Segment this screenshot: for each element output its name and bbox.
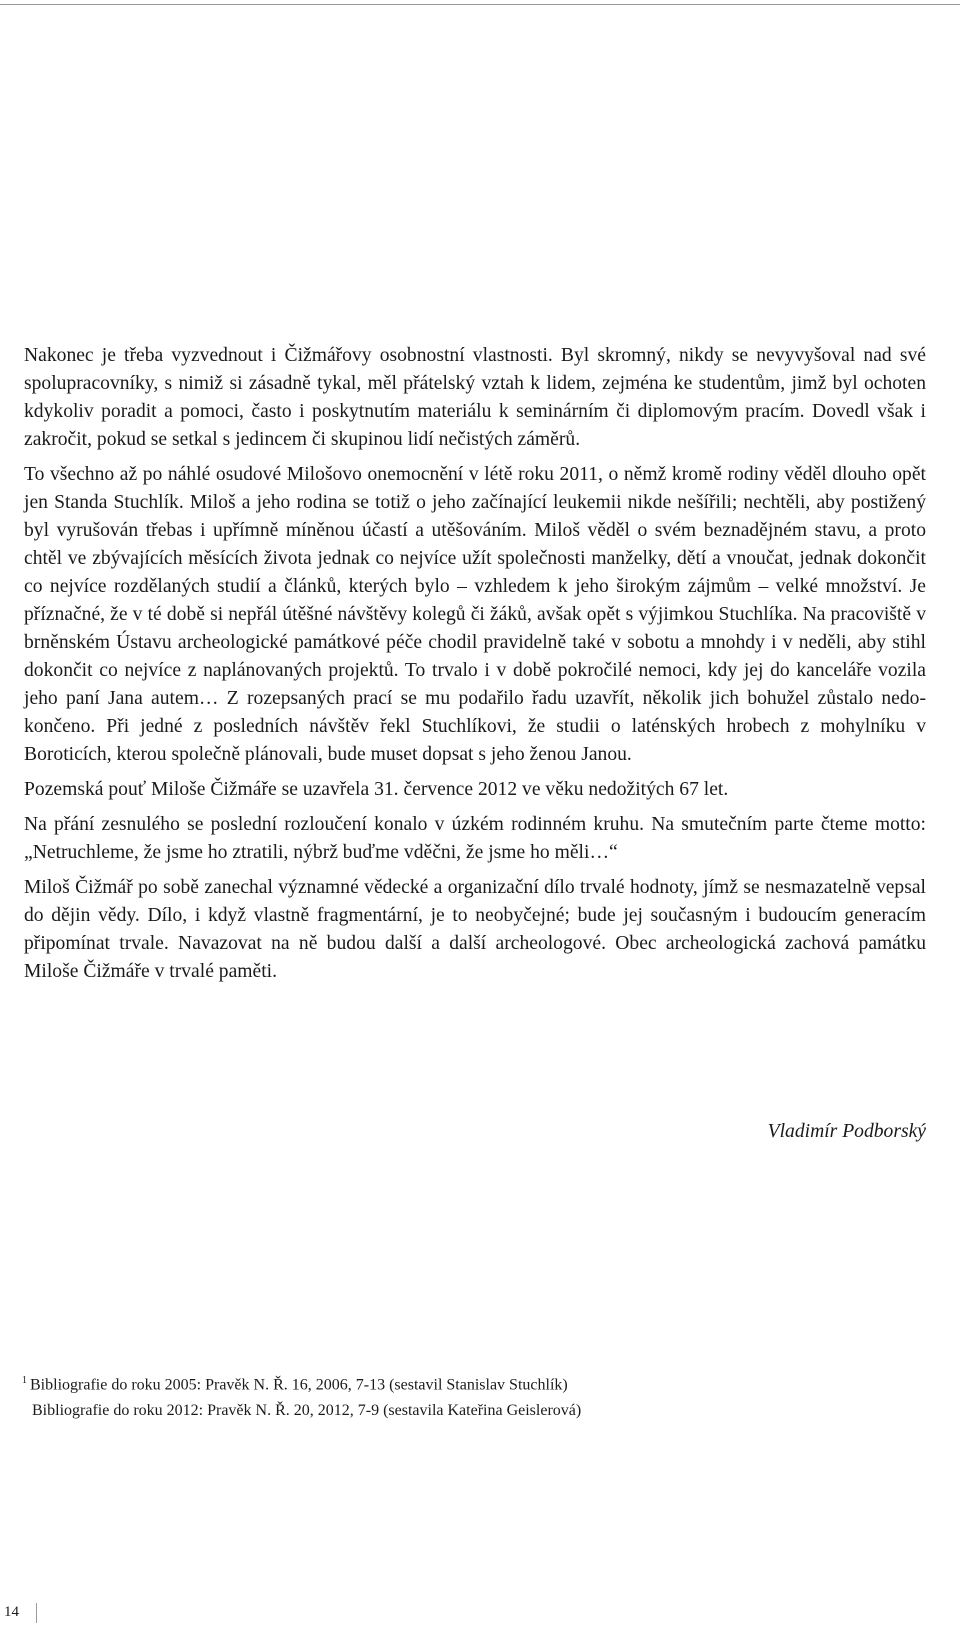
footnote-line	[22, 1368, 922, 1398]
footnote-text: Bibliografie do roku 2005: Pravěk N. Ř. 16, 2006, 7-13 (sestavil Stanislav Stuchlík)	[30, 1376, 568, 1394]
author-signature: Vladimír Podborský	[767, 1121, 926, 1142]
top-rule	[0, 0, 960, 5]
paragraph-death: Pozemská pouť Miloše Čižmáře se uzavřela 31. července 2012 ve věku nedožitých 67 let.	[24, 779, 729, 800]
paragraph-funeral: Na přání zesnulého se poslední rozloučení konalo v úzkém rodinném kruhu. Na smutečním parte čteme motto: „Netruchleme, že jsme ho ztratili, nýbrž buďme vděčni, že jsme ho měli…“	[24, 814, 926, 863]
footnote-line	[22, 1398, 922, 1424]
footnote-text: Bibliografie do roku 2012: Pravěk N. Ř. 20, 2012, 7-9 (sestavila Kateřina Geislerová)	[32, 1402, 582, 1420]
footnotes	[22, 1368, 922, 1424]
article-body	[24, 342, 926, 993]
page-number-divider	[36, 1603, 37, 1623]
paragraph-personality: Nakonec je třeba vyzvednout i Čižmářovy osobnostní vlastnosti. Byl skromný, nikdy se nevyvyšoval nad své spolupracovníky, s nimiž si zásadně tykal, měl přátelský vztah k lidem, zejména ke studentům, jimž byl ochoten kdykoliv poradit a pomoci, často i poskytnutím materiálu k seminárním či diplomovým pracím. Dovedl však i zakročit, pokud se setkal s jedincem či skupinou lidí nečistých záměrů.	[24, 345, 926, 450]
paragraph-legacy: Miloš Čižmář po sobě zanechal významné vědecké a organizační dílo trvalé hodnoty, jímž se nesmazatelně vepsal do dějin vědy. Dílo, i když vlastně fragmentární, je to neobyčejné; bude jej současným i budoucím generacím připomínat trvale. Navazovat na ně budou další a další archeologové. Obec archeologická zachová památku Miloše Čižmáře v trvalé paměti.	[24, 877, 926, 982]
paragraph-illness: To všechno až po náhlé osudové Milošovo onemocnění v létě roku 2011, o němž kromě rodiny věděl dlouho opět jen Standa Stuchlík. Miloš a jeho rodina se totiž o jeho začínající leukemii nikde nešířili; nechtěli, aby postižený byl vyrušován třebas i upřímně míněnou účastí a utěšováním. Miloš věděl o svém beznadějném stavu, a proto chtěl ve zbývajících měsících života jednak co nejvíce užít společnosti manželky, dětí a vnoučat, jednak dokončit co nejvíce rozdělaných studií a článků, kterých bylo – vzhledem k jeho širokým zájmům – velké množství. Je příznačné, že v té době si nepřál útěšné návštěvy kolegů či žáků, avšak opět s výjimkou Stuchlíka. Na pracoviště v brněnském Ústavu archeologické památkové péče chodil pravidelně také v sobotu a mnohdy i v neděli, aby stihl dokončit co nejvíce z naplánovaných projektů. To trvalo i v době pokročilé nemoci, kdy jej do kanceláře vozila jeho paní Jana autem… Z rozepsaných prací se mu podařilo řadu uzavřít, několik jich bohužel zůstalo nedokončeno. Při jedné z posledních návštěv řekl Stuchlíkovi, že studii o laténských hrobech z mohylníku v Boroticích, kterou společně plánovali, bude muset dopsat s jeho ženou Janou.	[24, 464, 926, 765]
page-number: 14	[4, 1604, 19, 1620]
footnote-marker: 1	[22, 1375, 27, 1386]
